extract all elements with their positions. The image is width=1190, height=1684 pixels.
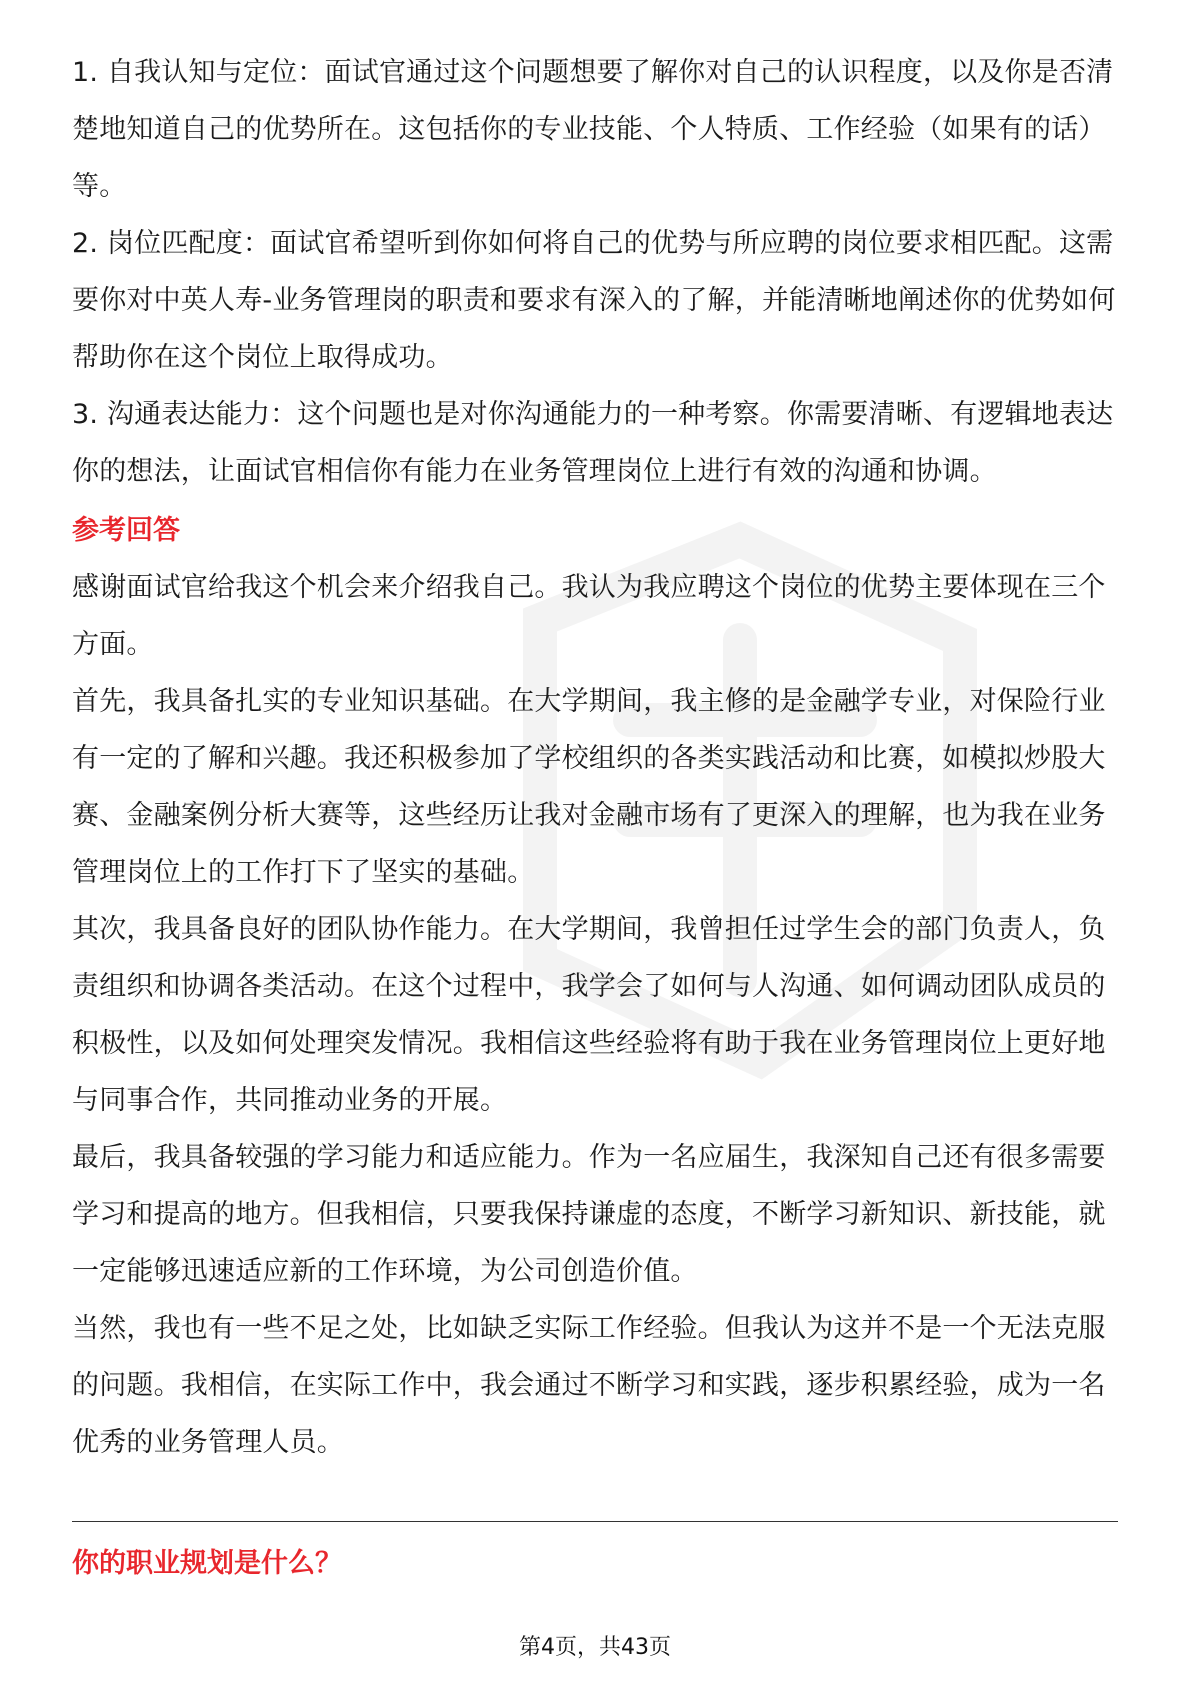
answer-paragraph-5: 当然，我也有一些不足之处，比如缺乏实际工作经验。但我认为这并不是一个无法克服的问题。我相信，在实际工作中，我会通过不断学习和实践，逐步积累经验，成为一名优秀的业务管理人员。: [72, 1313, 1106, 1458]
answer-paragraph-2: 首先，我具备扎实的专业知识基础。在大学期间，我主修的是金融学专业，对保险行业有一定的了解和兴趣。我还积极参加了学校组织的各类实践活动和比赛，如模拟炒股大赛、金融案例分析大赛等，这些经历让我对金融市场有了更深入的理解，也为我在业务管理岗位上的工作打下了坚实的基础。: [72, 686, 1106, 888]
intro-point-1: 1. 自我认知与定位：面试官通过这个问题想要了解你对自己的认识程度，以及你是否清楚地知道自己的优势所在。这包括你的专业技能、个人特质、工作经验（如果有的话）等。: [72, 57, 1114, 202]
reference-answer-heading: 参考回答: [72, 515, 180, 546]
next-question-heading: 你的职业规划是什么？: [72, 1548, 342, 1579]
document-body: [72, 44, 1118, 1471]
answer-paragraph-1: 感谢面试官给我这个机会来介绍我自己。我认为我应聘这个岗位的优势主要体现在三个方面。: [72, 572, 1106, 660]
answer-paragraph-4: 最后，我具备较强的学习能力和适应能力。作为一名应届生，我深知自己还有很多需要学习和提高的地方。但我相信，只要我保持谦虚的态度，不断学习新知识、新技能，就一定能够迅速适应新的工作环境，为公司创造价值。: [72, 1142, 1106, 1287]
section-divider: [72, 1521, 1118, 1522]
intro-point-2: 2. 岗位匹配度：面试官希望听到你如何将自己的优势与所应聘的岗位要求相匹配。这需要你对中英人寿-业务管理岗的职责和要求有深入的了解，并能清晰地阐述你的优势如何帮助你在这个岗位上取得成功。: [72, 228, 1116, 373]
intro-point-3: 3. 沟通表达能力：这个问题也是对你沟通能力的一种考察。你需要清晰、有逻辑地表达你的想法，让面试官相信你有能力在业务管理岗位上进行有效的沟通和协调。: [72, 399, 1114, 487]
page-number: 第4页，共43页: [519, 1635, 671, 1660]
answer-paragraph-3: 其次，我具备良好的团队协作能力。在大学期间，我曾担任过学生会的部门负责人，负责组织和协调各类活动。在这个过程中，我学会了如何与人沟通、如何调动团队成员的积极性，以及如何处理突发情况。我相信这些经验将有助于我在业务管理岗位上更好地与同事合作，共同推动业务的开展。: [72, 914, 1106, 1116]
